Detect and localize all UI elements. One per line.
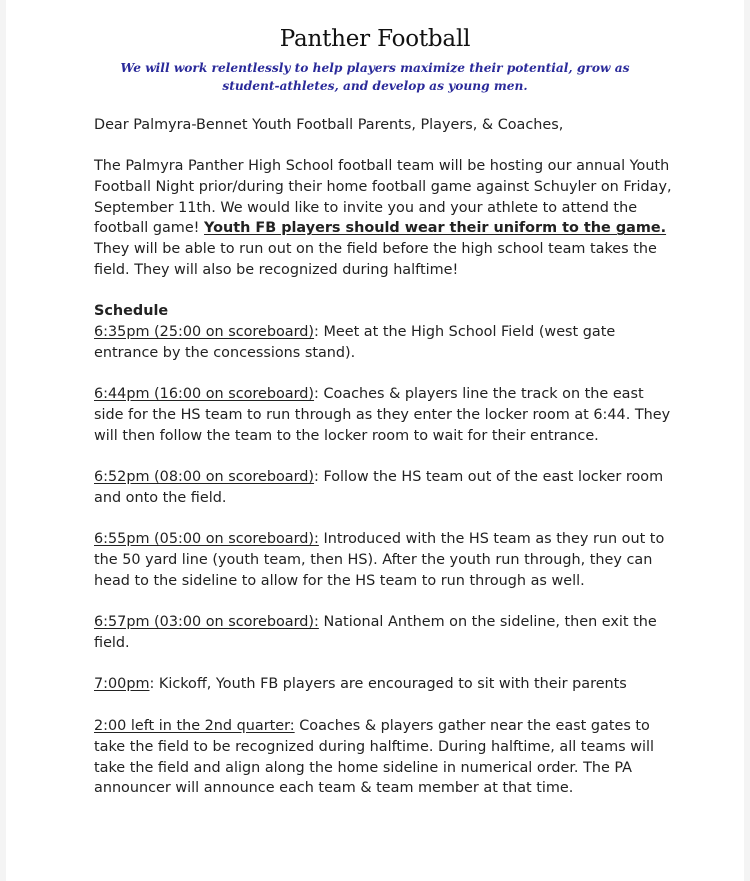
schedule-time: 6:55pm (05:00 on scoreboard): [94,531,319,547]
schedule-text: National Anthem on the sideline, then exit the field. [94,614,657,651]
uniform-notice: Youth FB players should wear their uniform to the game. [204,220,667,237]
schedule-time: 6:52pm (08:00 on scoreboard) [94,469,315,485]
schedule-time: 7:00pm [94,676,150,692]
intro-paragraph [94,156,676,281]
schedule-item [94,612,676,654]
schedule-time: 6:35pm (25:00 on scoreboard) [94,324,315,340]
schedule-item [94,322,676,364]
schedule-item [94,467,676,509]
team-motto: We will work relentlessly to help players maximize their potential, grow as student-athletes, and develop as young men. [120,61,630,93]
schedule-heading: Schedule [94,303,169,319]
schedule-text: Coaches & players gather near the east gates to take the field to be recognized during halftime. During halftime, all teams will take the field and align along the home sideline in numerical order. The PA announcer will announce each team & team member at that time. [94,718,654,797]
schedule-text: : Kickoff, Youth FB players are encouraged to sit with their parents [149,676,627,692]
document-title: Panther Football [279,26,471,52]
schedule-item [94,716,676,799]
schedule-time: 6:57pm (03:00 on scoreboard): [94,614,319,630]
intro-text: The Palmyra Panther High School football team will be hosting our annual Youth Football Night prior/during their home football game against Schuyler on Friday, September 11th. We would like to invite you and your athlete to attend the football game! [94,158,672,237]
schedule-text: : Follow the HS team out of the east locker room and onto the field. [94,469,664,506]
schedule-text: : Coaches & players line the track on the east side for the HS team to run through as they enter the locker room at 6:44. They will then follow the team to the locker room to wait for their entrance. [94,386,671,444]
schedule-item [94,384,676,446]
schedule-item [94,674,676,695]
schedule-text: : Meet at the High School Field (west gate entrance by the concessions stand). [94,324,616,361]
schedule-item [94,529,676,591]
schedule-text: Introduced with the HS team as they run out to the 50 yard line (youth team, then HS). After the youth run through, they can head to the sideline to allow for the HS team to run through as well. [94,531,665,589]
schedule-time: 2:00 left in the 2nd quarter: [94,718,295,734]
schedule-time: 6:44pm (16:00 on scoreboard) [94,386,315,402]
greeting: Dear Palmyra-Bennet Youth Football Parents, Players, & Coaches, [94,117,564,133]
intro-after: They will be able to run out on the field before the high school team takes the field. They will also be recognized during halftime! [94,241,657,278]
